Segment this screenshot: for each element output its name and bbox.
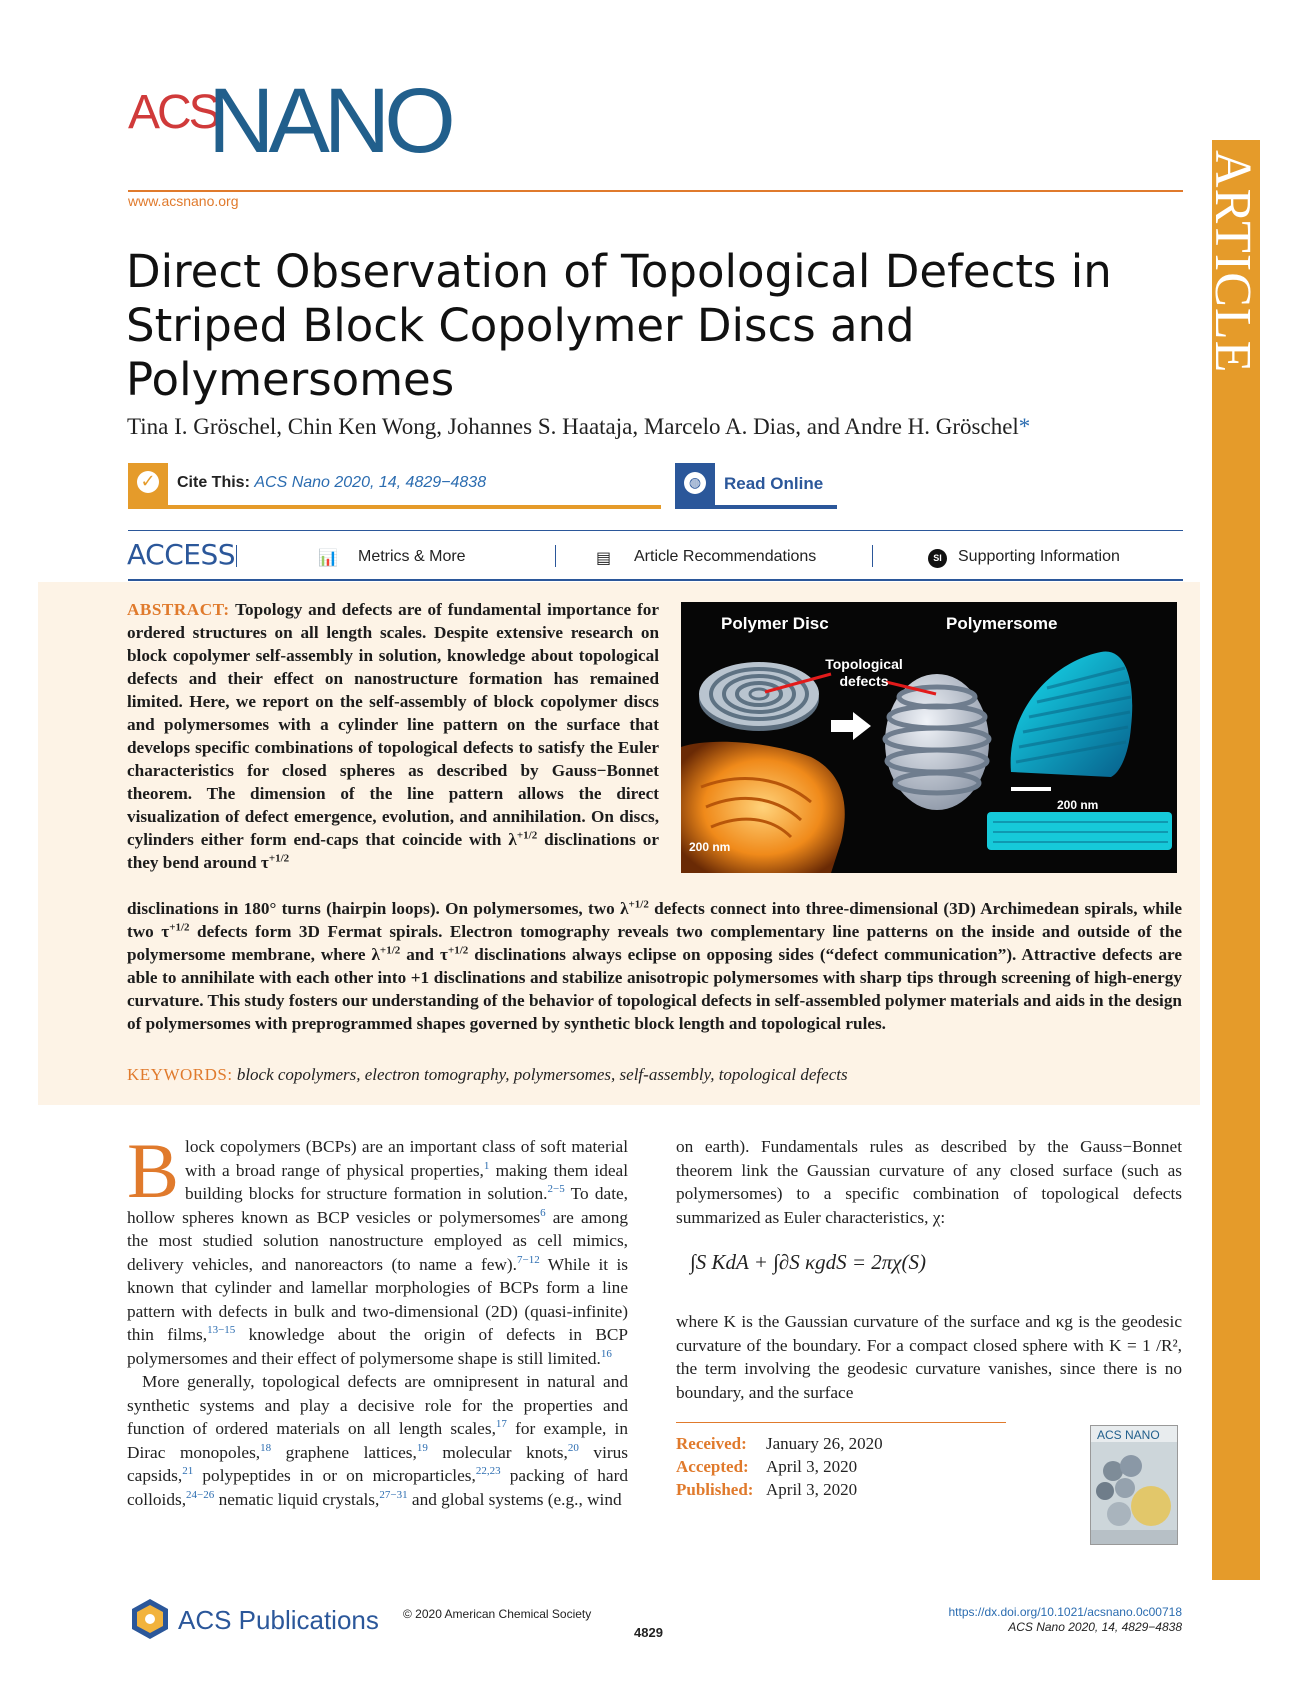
text: making them ideal building blocks for structure formation in solution. [185,1160,629,1203]
section-label: ARTICLE [1204,150,1261,374]
text: for example, in Dirac monopoles, [127,1419,628,1462]
superscript: +1/2 [447,944,469,957]
access-separator [555,545,556,567]
accepted-label: Accepted: [676,1457,749,1476]
text: To date, hollow spheres known as BCP vesicles or polymersomes [127,1184,629,1227]
abstract-label: ABSTRACT: [127,600,230,619]
abstract-part: defects form 3D Fermat spirals. Electron tomography reveals two complementary line patterns on the inside and outside of the polymersome membrane, where λ [127,922,1183,964]
abstract-part: disclinations in 180° turns (hairpin loops). On polymersomes, two λ [127,899,629,918]
keywords-list: block copolymers, electron tomography, polymersomes, self-assembly, topological defects [236,1065,848,1084]
acs-hexagon-icon [128,1597,172,1641]
copyright: © 2020 American Chemical Society [403,1607,592,1621]
si-icon: SI [928,549,947,568]
gauss-bonnet-equation: ∫S KdA + ∫∂S κgdS = 2πχ(S) [690,1250,927,1274]
reference-link[interactable]: 24−26 [186,1488,215,1501]
body-column-left [127,1127,629,1511]
corresponding-author-mark[interactable]: * [1018,414,1031,439]
superscript: +1/2 [268,852,290,865]
received-date: January 26, 2020 [766,1434,883,1453]
text: molecular knots, [427,1442,568,1462]
page-number: 4829 [634,1625,663,1640]
authors: Tina I. Gröschel, Chin Ken Wong, Johannes S. Haataja, Marcelo A. Dias, and Andre H. Gröschel [127,414,1019,439]
reference-link[interactable]: 2−5 [547,1183,565,1196]
text: lock copolymers (BCPs) are an important class of soft material with a broad range of physical properties, [185,1137,628,1180]
toc-illustration [681,602,1177,873]
text: While it is known that cylinder and lamellar morphologies of BCPs form a line pattern with defects in bulk and two-dimensional (2D) (quasi-infinite) thin films, [127,1254,628,1344]
access-separator [236,545,237,567]
article-title: Direct Observation of Topological Defects in Striped Block Copolymer Discs and Polymersomes [126,245,1112,406]
reference-link[interactable]: 20 [567,1441,579,1454]
author-list [127,414,1030,440]
reference-link[interactable]: 6 [540,1206,546,1219]
publisher-name: ACS Publications [178,1605,379,1635]
access-rule-bottom [128,579,1183,581]
keywords [127,1065,848,1085]
abstract-text-lower [127,897,1182,1035]
text: More generally, topological defects are omnipresent in natural and synthetic systems and play a decisive role for the properties and function of ordered materials on all length scales, [127,1372,628,1438]
cite-reference[interactable]: ACS Nano 2020, 14, 4829−4838 [254,474,487,491]
body-paragraph: on earth). Fundamentals rules as described by the Gauss−Bonnet theorem link the Gaussian curvature of any closed surface (such as polymersomes) to a specific combination of topological defects summarized as Euler characteristics, χ: [676,1137,1182,1227]
abstract-text-upper [127,598,659,874]
read-online-link[interactable]: Read Online [724,474,824,493]
text: are among the most studied solution nanostructure employed as cell mimics, delivery vehicles, and nanoreactors (to name a few). [127,1207,628,1274]
published-date: April 3, 2020 [766,1480,858,1499]
journal-reference: ACS Nano 2020, 14, 4829−4838 [1008,1620,1182,1634]
reference-link[interactable]: 16 [600,1347,612,1360]
toc-label-polymersome: Polymersome [946,614,1058,633]
keywords-label: KEYWORDS: [127,1065,233,1084]
article-dates [676,1432,883,1501]
abstract-part: disclinations or they bend around τ [127,830,659,872]
reference-link[interactable]: 21 [182,1465,194,1478]
text: graphene lattices, [271,1442,417,1462]
abstract-part: defects connect into three-dimensional (3D) Archimedean spirals, while two τ [127,899,1183,941]
toc-scale-left: 200 nm [689,840,731,854]
journal-logo [128,70,488,172]
journal-cover-thumbnail[interactable] [1090,1425,1178,1545]
reference-link[interactable]: 18 [260,1441,272,1454]
toc-scale-right: 200 nm [1057,798,1099,812]
reference-link[interactable]: 27−31 [379,1488,408,1501]
text: polypeptides in or on microparticles, [193,1466,476,1485]
text: nematic liquid crystals, [214,1489,380,1509]
body-column-right [676,1135,1182,1229]
toc-label-disc: Polymer Disc [721,614,829,633]
reference-link[interactable]: 13−15 [207,1324,236,1337]
article-recommendations-link[interactable]: Article Recommendations [634,548,817,565]
body-paragraph [127,1127,629,1370]
drop-cap: B [127,1127,180,1214]
toc-graphic [681,602,1177,873]
superscript: +1/2 [516,829,538,842]
superscript: +1/2 [628,898,649,911]
accepted-date: April 3, 2020 [766,1457,858,1476]
access-rule-top [128,530,1183,531]
article-list-icon: ▤ [596,548,612,567]
reference-link[interactable]: 22,23 [475,1465,501,1478]
superscript: +1/2 [169,921,190,934]
metrics-link[interactable]: Metrics & More [358,548,466,565]
cite-label: Cite This: [177,474,250,491]
cite-this[interactable] [177,474,486,492]
access-label: ACCESS [127,538,236,571]
body-paragraph [127,1370,628,1511]
header-rule [128,190,1183,192]
body-paragraph: where K is the Gaussian curvature of the surface and κg is the geodesic curvature of the boundary. For a compact closed sphere with K = 1 /R², the term involving the geodesic curvature vanishes, since there is no boundary, and the surface [676,1312,1182,1402]
reference-link[interactable]: 7−12 [516,1253,540,1266]
abstract-part: and τ [400,945,448,964]
doi-link[interactable]: https://dx.doi.org/10.1021/acsnano.0c00718 [948,1605,1182,1619]
reference-link[interactable]: 19 [416,1441,428,1454]
bar-chart-icon: 📊 [318,548,338,567]
superscript: +1/2 [379,944,401,957]
text: knowledge about the origin of defects in BCP polymersomes and their effect of polymersome shape is still limited. [127,1325,628,1368]
check-icon: ✓ [128,463,168,505]
globe-icon: ◍ [675,463,715,505]
received-label: Received: [676,1434,747,1453]
access-separator [872,545,873,567]
reference-link[interactable]: 1 [483,1159,490,1172]
cover-art [1091,1426,1177,1544]
supporting-information-link[interactable]: Supporting Information [958,548,1120,565]
dates-rule [676,1422,1006,1423]
abstract-part: Topology and defects are of fundamental importance for ordered structures on all length scales. Despite extensive research on block copolymer self-assembly in solution, knowledge about topological defects and their effect on nanostructure formation has remained limited. Here, we report on the self-assembly of block copolymer discs and polymersomes with a cylinder line pattern on the surface that develops specific combinations of topological defects to satisfy the Euler characteristics for closed spheres as described by Gauss−Bonnet theorem. The dimension of the line pattern allows the direct visualization of defect emergence, evolution, and annihilation. On discs, cylinders either form end-caps that coincide with λ [127,600,659,849]
svg-text:ACS NANO: ACS NANO [1097,1428,1160,1442]
logo-acs: ACS [128,86,218,139]
published-label: Published: [676,1480,754,1499]
text: and global systems (e.g., wind [407,1489,622,1509]
text: packing of hard colloids, [127,1466,628,1509]
abstract-part: disclinations always eclipse on opposing sides (“defect communication”). Attractive defects are able to annihilate with each other into +1 disclinations and stabilize anisotropic polymersomes with sharp tips through screening of high-energy curvature. This study fosters our understanding of the behavior of topological defects in self-assembled polymer materials and aids in the design of polymersomes with preprogrammed shapes governed by synthetic block length and topological rules. [127,945,1183,1033]
reference-link[interactable]: 17 [495,1418,507,1431]
logo-nano: NANO [208,70,450,172]
journal-url[interactable]: www.acsnano.org [128,193,239,209]
toc-label-defects: Topological defects [825,656,903,689]
text: virus capsids, [127,1442,628,1485]
